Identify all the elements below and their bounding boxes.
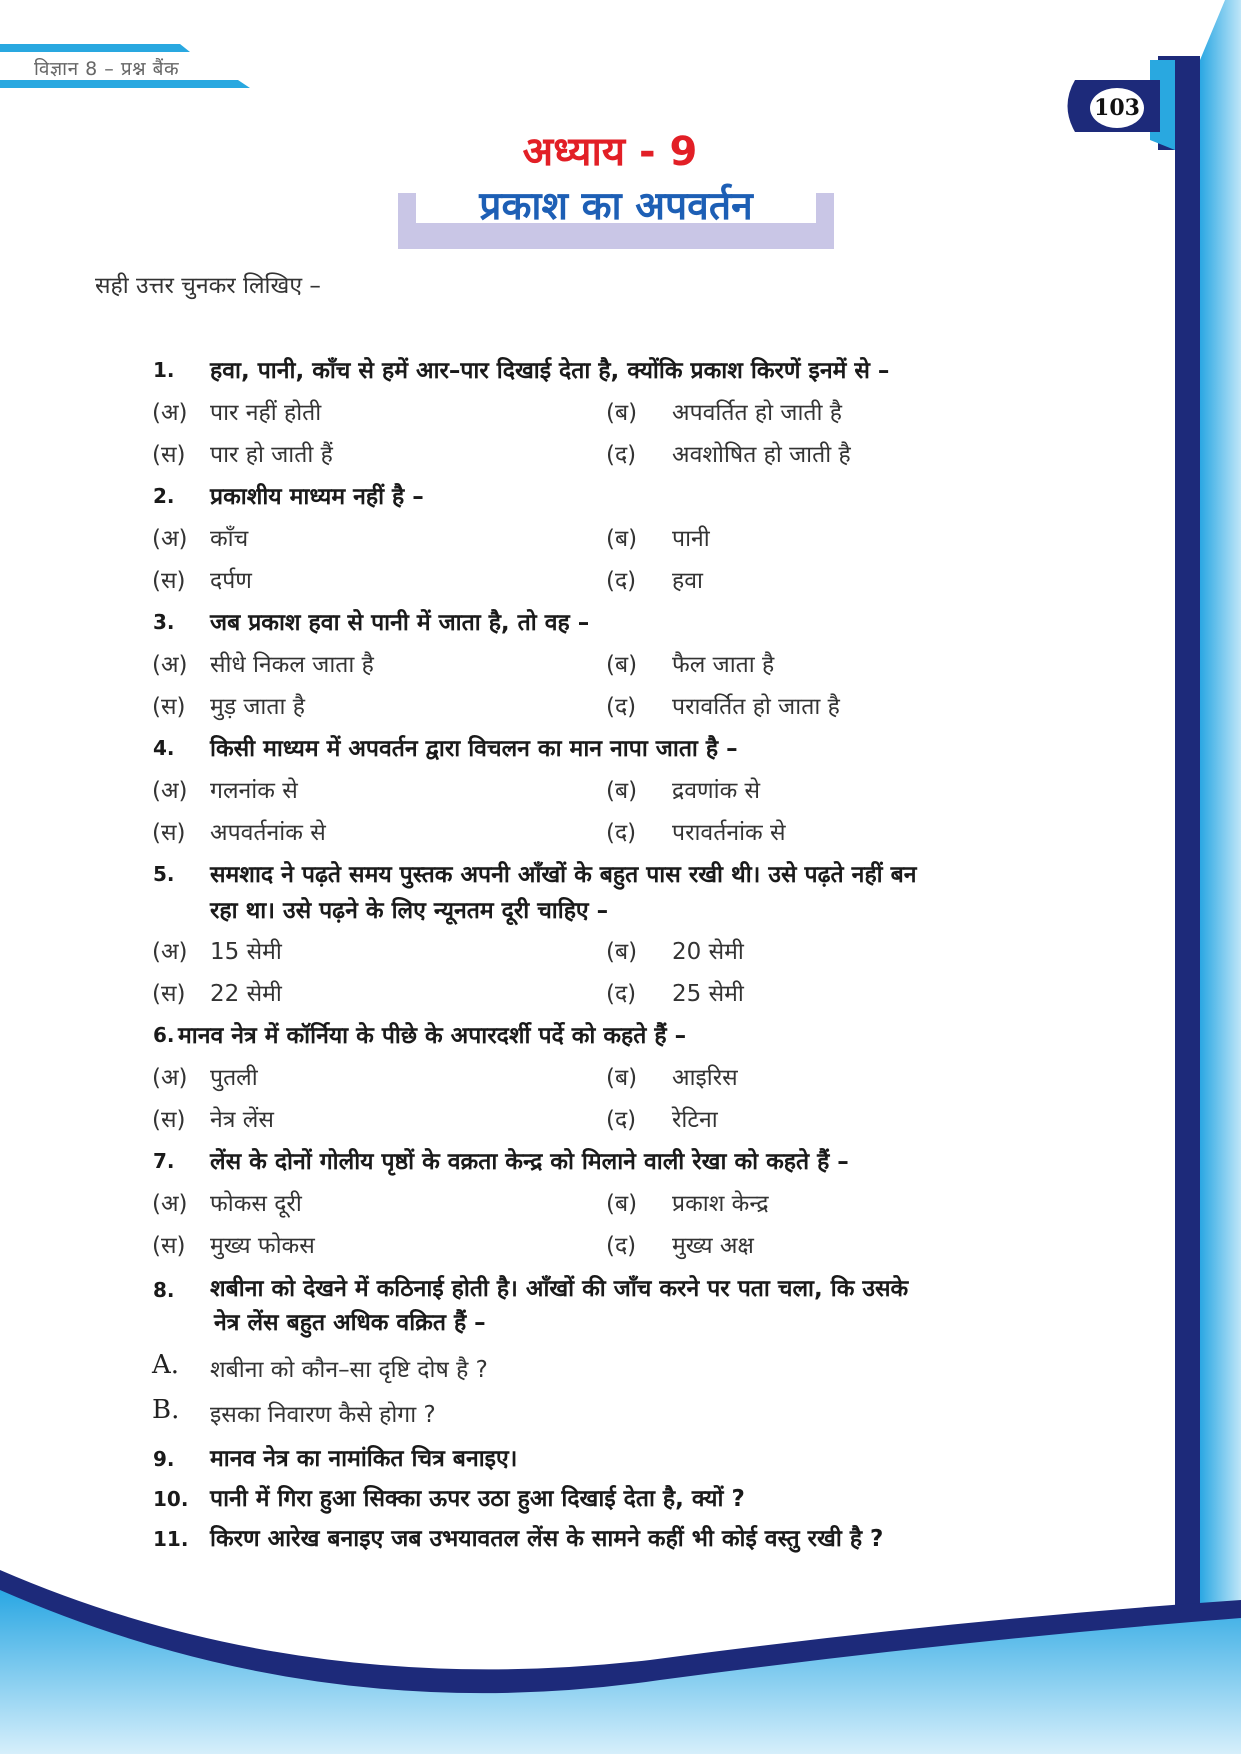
chapter-subtitle: प्रकाश का अपवर्तन <box>479 184 753 229</box>
question-text: पानी में गिरा हुआ सिक्का ऊपर उठा हुआ दिखाई देता है, क्यों ? <box>210 1486 745 1512</box>
question-number: 1. <box>153 358 175 382</box>
option-text: 22 सेमी <box>210 981 282 1007</box>
book-header-label: विज्ञान 8 – प्रश्न बैंक <box>34 58 180 80</box>
option-label-a: (अ) <box>152 1191 188 1217</box>
option-label-d: (द) <box>606 820 637 846</box>
side-ribbon-tip <box>1158 56 1200 1605</box>
option-label-b: (ब) <box>606 1065 638 1091</box>
question-text: किरण आरेख बनाइए जब उभयावतल लेंस के सामने कहीं भी कोई वस्तु रखी है ? <box>210 1526 884 1552</box>
option-text: सीधे निकल जाता है <box>210 652 374 678</box>
option-label-a: (अ) <box>152 778 188 804</box>
question-text: प्रकाशीय माध्यम नहीं है – <box>210 484 424 510</box>
subpart-letter: A. <box>152 1350 180 1380</box>
question-number: 7. <box>153 1149 175 1173</box>
option-label-d: (द) <box>606 568 637 594</box>
option-text: पार हो जाती हैं <box>210 442 333 468</box>
question-number: 3. <box>153 610 175 634</box>
option-text: पानी <box>672 526 710 552</box>
subpart-letter: B. <box>152 1395 180 1425</box>
side-ribbon <box>1200 0 1241 1754</box>
question-text: मानव नेत्र में कॉर्निया के पीछे के अपारदर्शी पर्दे को कहते हैं – <box>178 1023 687 1049</box>
option-text: फैल जाता है <box>672 652 775 678</box>
option-label-d: (द) <box>606 1107 637 1133</box>
option-label-d: (द) <box>606 1233 637 1259</box>
instruction-text: सही उत्तर चुनकर लिखिए – <box>95 273 321 299</box>
option-label-b: (ब) <box>606 400 638 426</box>
question-text-line1: समशाद ने पढ़ते समय पुस्तक अपनी आँखों के बहुत पास रखी थी। उसे पढ़ते नहीं बन <box>210 862 917 888</box>
question-text: हवा, पानी, काँच से हमें आर–पार दिखाई देता है, क्योंकि प्रकाश किरणें इनमें से – <box>210 358 890 384</box>
option-label-a: (अ) <box>152 400 188 426</box>
option-label-b: (ब) <box>606 778 638 804</box>
option-text: काँच <box>210 526 249 552</box>
question-number: 10. <box>153 1487 189 1511</box>
option-label-c: (स) <box>152 820 186 846</box>
question-number: 6. <box>153 1023 175 1047</box>
option-text: पुतली <box>210 1065 258 1091</box>
question-number: 11. <box>153 1527 189 1551</box>
subpart-text: इसका निवारण कैसे होगा ? <box>210 1402 436 1428</box>
option-label-b: (ब) <box>606 1191 638 1217</box>
option-text: दर्पण <box>210 568 252 594</box>
option-text: नेत्र लेंस <box>210 1107 274 1133</box>
header-stripe-lower <box>0 80 250 88</box>
option-text: 20 सेमी <box>672 939 744 965</box>
option-label-c: (स) <box>152 568 186 594</box>
option-label-d: (द) <box>606 694 637 720</box>
option-label-b: (ब) <box>606 652 638 678</box>
option-text: अवशोषित हो जाती है <box>672 442 851 468</box>
option-label-c: (स) <box>152 442 186 468</box>
question-number: 2. <box>153 484 175 508</box>
option-label-a: (अ) <box>152 652 188 678</box>
option-text: मुड़ जाता है <box>210 694 305 720</box>
option-label-a: (अ) <box>152 526 188 552</box>
question-number: 8. <box>153 1278 175 1302</box>
option-text: परावर्तनांक से <box>672 820 786 846</box>
option-text: 15 सेमी <box>210 939 282 965</box>
header-stripe <box>0 44 190 52</box>
option-text: पार नहीं होती <box>210 400 322 426</box>
option-label-c: (स) <box>152 694 186 720</box>
option-text: प्रकाश केन्द्र <box>672 1191 769 1217</box>
question-text: किसी माध्यम में अपवर्तन द्वारा विचलन का मान नापा जाता है – <box>210 736 738 762</box>
option-text: 25 सेमी <box>672 981 744 1007</box>
page-number-value: 103 <box>1090 88 1144 128</box>
option-label-d: (द) <box>606 981 637 1007</box>
question-text: लेंस के दोनों गोलीय पृष्ठों के वक्रता केन्द्र को मिलाने वाली रेखा को कहते हैं – <box>210 1149 849 1175</box>
option-label-d: (द) <box>606 442 637 468</box>
question-text-line2: नेत्र लेंस बहुत अधिक वक्रित हैं – <box>214 1310 486 1336</box>
option-text: गलनांक से <box>210 778 298 804</box>
option-label-b: (ब) <box>606 526 638 552</box>
chapter-title: अध्याय - 9 <box>522 129 698 175</box>
question-number: 9. <box>153 1447 175 1471</box>
question-text: मानव नेत्र का नामांकित चित्र बनाइए। <box>210 1446 518 1472</box>
question-text-line2: रहा था। उसे पढ़ने के लिए न्यूनतम दूरी चाहिए – <box>210 898 609 924</box>
option-text: मुख्य अक्ष <box>672 1233 754 1259</box>
option-label-a: (अ) <box>152 1065 188 1091</box>
option-label-c: (स) <box>152 1233 186 1259</box>
question-number: 4. <box>153 736 175 760</box>
subpart-text: शबीना को कौन–सा दृष्टि दोष है ? <box>210 1357 488 1383</box>
question-text: जब प्रकाश हवा से पानी में जाता है, तो वह – <box>210 610 590 636</box>
question-number: 5. <box>153 862 175 886</box>
option-text: रेटिना <box>672 1107 718 1133</box>
option-text: आइरिस <box>672 1065 738 1091</box>
option-text: फोकस दूरी <box>210 1191 302 1217</box>
option-label-a: (अ) <box>152 939 188 965</box>
question-text-line1: शबीना को देखने में कठिनाई होती है। आँखों की जाँच करने पर पता चला, कि उसके <box>210 1276 909 1302</box>
option-text: अपवर्तनांक से <box>210 820 326 846</box>
option-label-c: (स) <box>152 1107 186 1133</box>
option-text: परावर्तित हो जाता है <box>672 694 840 720</box>
option-text: द्रवणांक से <box>672 778 761 804</box>
option-text: अपवर्तित हो जाती है <box>672 400 843 426</box>
option-text: हवा <box>672 568 703 594</box>
option-label-b: (ब) <box>606 939 638 965</box>
option-label-c: (स) <box>152 981 186 1007</box>
option-text: मुख्य फोकस <box>210 1233 315 1259</box>
